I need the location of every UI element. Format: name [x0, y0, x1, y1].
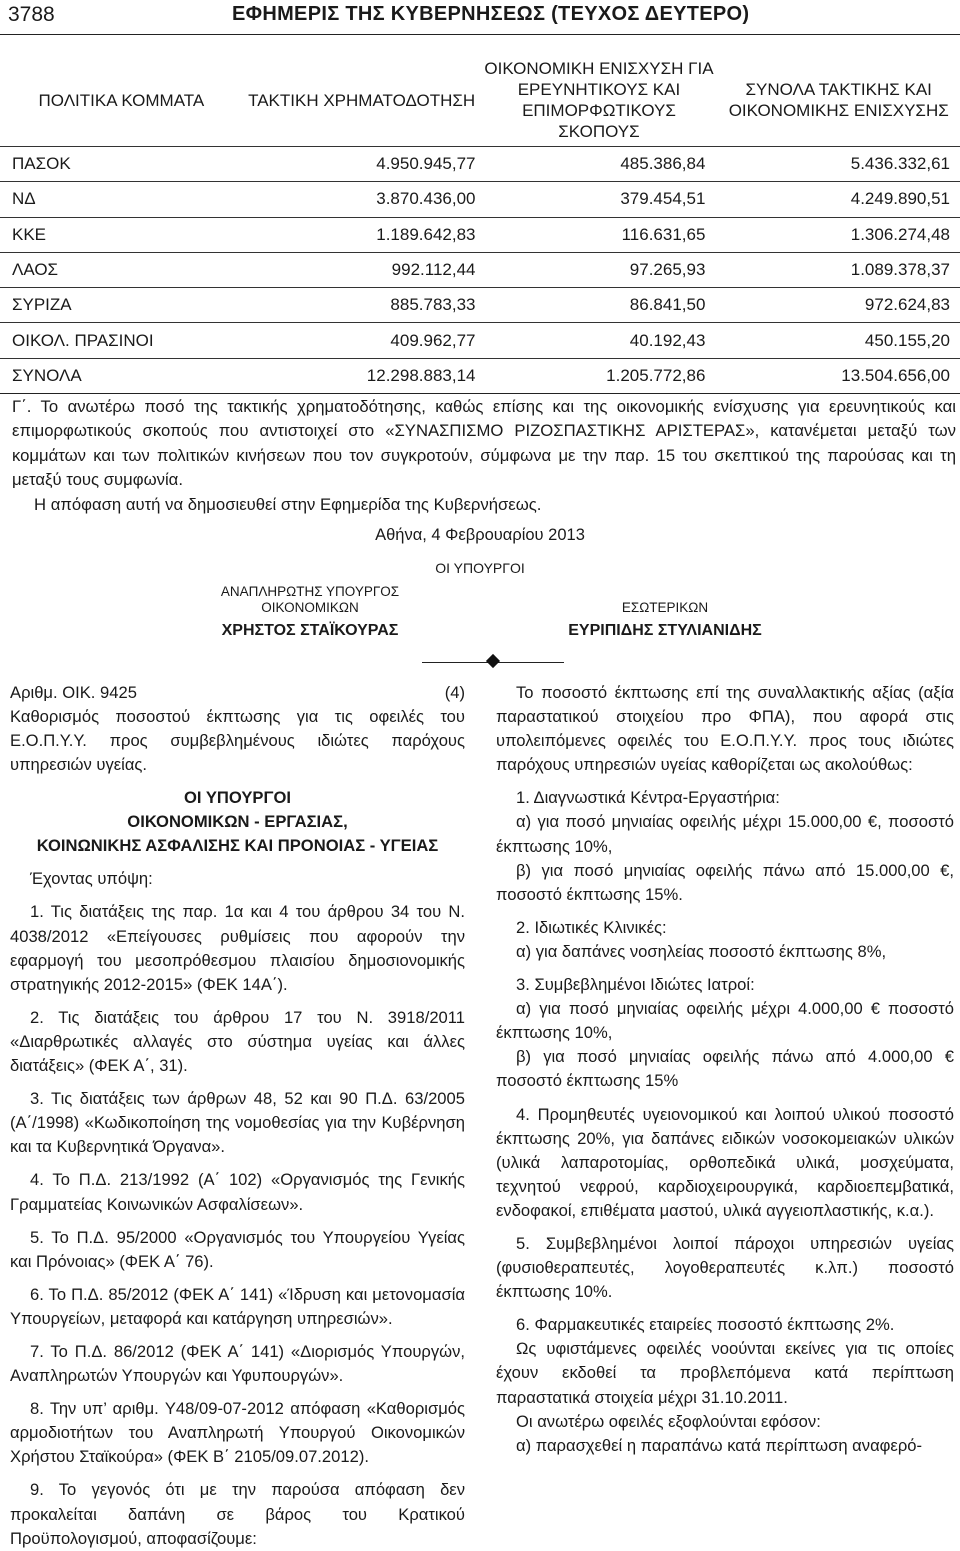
- amount-cell: 4.249.890,51: [717, 182, 960, 217]
- left-minister-title-2: ΟΙΚΟΝΟΜΙΚΩΝ: [261, 600, 359, 615]
- table-row: [0, 217, 960, 252]
- diamond-ornament-icon: [486, 654, 500, 668]
- table-header-row: [0, 54, 960, 147]
- discount-item: 1. Διαγνωστικά Κέντρα-Εργαστήρια:: [516, 788, 780, 808]
- amount-cell: 4.950.945,77: [243, 147, 481, 182]
- place-date: Αθήνα, 4 Φεβρουαρίου 2013: [375, 526, 585, 544]
- decision-sequence: (4): [444, 683, 465, 702]
- right-minister-name: ΕΥΡΙΠΙΔΗΣ ΣΤΥΛΙΑΝΙΔΗΣ: [568, 622, 762, 639]
- party-cell: ΣΥΝΟΛΑ: [0, 358, 243, 393]
- amount-cell: 1.205.772,86: [481, 358, 718, 393]
- amount-cell: 450.155,20: [717, 323, 960, 358]
- table-row: [0, 323, 960, 358]
- decision-ministers: [10, 786, 465, 858]
- header-regular-funding: ΤΑΚΤΙΚΗ ΧΡΗΜΑΤΟΔΟΤΗΣΗ: [248, 90, 476, 110]
- party-cell: ΣΥΡΙΖΑ: [0, 288, 243, 323]
- right-column: [496, 681, 954, 1458]
- amount-cell: 97.265,93: [481, 252, 718, 287]
- discount-item: 6. Φαρμακευτικές εταιρείες ποσοστό έκπτωσης 2%.: [516, 1315, 895, 1335]
- amount-cell: 5.436.332,61: [717, 147, 960, 182]
- table-row: [0, 288, 960, 323]
- header-totals: ΣΥΝΟΛΑ ΤΑΚΤΙΚΗΣ ΚΑΙ ΟΙΚΟΝΟΜΙΚΗΣ ΕΝΙΣΧΥΣΗΣ: [728, 80, 949, 120]
- journal-title: ΕΦΗΜΕΡΙΣ ΤΗΣ ΚΥΒΕΡΝΗΣΕΩΣ (ΤΕΥΧΟΣ ΔΕΥΤΕΡΟ): [232, 3, 750, 25]
- party-cell: ΚΚΕ: [0, 217, 243, 252]
- party-cell: ΠΑΣΟΚ: [0, 147, 243, 182]
- considering-item: 7. Το Π.Δ. 86/2012 (ΦΕΚ Α΄ 141) «Διορισμός Υπουργών, Αναπληρωτών Υπουργών και Υφυπουργών».: [10, 1341, 465, 1386]
- ministers-line-3: ΚΟΙΝΩΝΙΚΗΣ ΑΣΦΑΛΙΣΗΣ ΚΑΙ ΠΡΟΝΟΙΑΣ - ΥΓΕΙΑΣ: [36, 836, 439, 856]
- considering-item: 2. Τις διατάξεις του άρθρου 17 του Ν. 3918/2011 «Διαρθρωτικές αλλαγές στο σύστημα υγείας και άλλες διατάξεις» (ΦΕΚ Α΄, 31).: [10, 1007, 465, 1076]
- decision-title: Καθορισμός ποσοστού έκπτωσης για τις οφειλές του Ε.Ο.Π.Υ.Υ. προς συμβεβλημένους ιδιώτες παρόχους υπηρεσιών υγείας.: [10, 707, 465, 775]
- header-parties: ΠΟΛΙΤΙΚΑ ΚΟΜΜΑΤΑ: [38, 90, 205, 110]
- allocation-table: [0, 54, 960, 394]
- discount-item: β) για ποσό μηνιαίας οφειλής πάνω από 15.000,00 €, ποσοστό έκπτωσης 15%.: [496, 860, 954, 904]
- amount-cell: 409.962,77: [243, 323, 481, 358]
- amount-cell: 86.841,50: [481, 288, 718, 323]
- settlement-conditions: Οι ανωτέρω οφειλές εξοφλούνται εφόσον:: [516, 1411, 821, 1431]
- party-cell: ΝΔ: [0, 182, 243, 217]
- discount-item: 3. Συμβεβλημένοι Ιδιώτες Ιατροί:: [516, 975, 755, 995]
- settlement-condition-a: α) παρασχεθεί η παραπάνω κατά περίπτωση αναφερό-: [516, 1435, 923, 1455]
- paragraph-g: Γ΄. Το ανωτέρω ποσό της τακτικής χρηματοδότησης, καθώς επίσης και της οικονομικής ενίσχυσης για ερευνητικούς και επιμορφωτικούς σκοπούς που αντιστοιχεί στο «ΣΥΝΑΣΠΙΣΜΟ ΡΙΖΟΣΠΑΣΤΙΚΗΣ ΑΡΙΣΤΕΡΑΣ», κατανέμεται μεταξύ των κομμάτων και των πολιτικών κινήσεων που τον συγκροτούν, σύμφωνα με την παρ. 15 του σκεπτικού της παρούσας και τη μεταξύ τους συμφωνία.: [12, 397, 956, 490]
- header-rule: [0, 34, 960, 35]
- considering-item: 9. Το γεγονός ότι με την παρούσα απόφαση δεν προκαλείται δαπάνη σε βάρος του Κρατικού Προϋπολογισμού, αποφασίζουμε:: [10, 1480, 465, 1548]
- page-number: 3788: [8, 3, 55, 26]
- amount-cell: 116.631,65: [481, 217, 718, 252]
- publication-order: Η απόφαση αυτή να δημοσιευθεί στην Εφημερίδα της Κυβερνήσεως.: [34, 494, 542, 514]
- amount-cell: 13.504.656,00: [717, 358, 960, 393]
- ministers-label: ΟΙ ΥΠΟΥΡΓΟΙ: [435, 560, 525, 576]
- header-research-funding: ΟΙΚΟΝΟΜΙΚΗ ΕΝΙΣΧΥΣΗ ΓΙΑ ΕΡΕΥΝΗΤΙΚΟΥΣ ΚΑΙ ΕΠΙΜΟΡΦΩΤΙΚΟΥΣ ΣΚΟΠΟΥΣ: [484, 59, 714, 141]
- decision-number-line: [10, 681, 465, 705]
- discount-item: α) για ποσό μηνιαίας οφειλής μέχρι 4.000,00 € ποσοστό έκπτωσης 10%,: [496, 999, 954, 1043]
- discount-item: α) για δαπάνες νοσηλείας ποσοστό έκπτωσης 8%,: [516, 941, 887, 961]
- table-row: [0, 252, 960, 287]
- existing-debts-definition: Ως υφιστάμενες οφειλές νοούνται εκείνες για τις οποίες έχουν εκδοθεί τα προβλεπόμενα κατά περίπτωση παραστατικά στοιχεία μέχρι 31.10.2011.: [496, 1339, 954, 1407]
- ministers-line-1: ΟΙ ΥΠΟΥΡΓΟΙ: [184, 788, 291, 808]
- considering-item: 8. Την υπ’ αριθμ. Υ48/09-07-2012 απόφαση «Καθορισμός αρμοδιοτήτων του Αναπληρωτή Υπουργού Οικονομικών Χρήστου Σταϊκούρα» (ΦΕΚ Β΄ 2105/09.07.2012).: [10, 1399, 465, 1467]
- amount-cell: 3.870.436,00: [243, 182, 481, 217]
- table-row: [0, 147, 960, 182]
- left-column: [10, 681, 465, 1551]
- discount-intro: Το ποσοστό έκπτωσης επί της συναλλακτικής αξίας (αξία παραστατικού στοιχείου προ ΦΠΑ), που αφορά στις υπολειπόμενες οφειλές του Ε.Ο.Π.Υ.Υ. προς τους ιδιώτες παρόχους υπηρεσιών υγείας καθορίζεται ως ακολούθως:: [496, 683, 954, 775]
- discount-item: 5. Συμβεβλημένοι λοιποί πάροχοι υπηρεσιών υγείας (φυσιοθεραπευτές, λογοθεραπευτές κ.λπ.) ποσοστό έκπτωσης 10%.: [496, 1233, 954, 1302]
- discount-item: 4. Προμηθευτές υγειονομικού και λοιπού υλικού ποσοστό έκπτωσης 20%, για δαπάνες ειδικών νοσοκομειακών υλικών (υλικά λαπαροτομίας, ορθοπεδικά υλικά, μοσχεύματα, τεχνητού νεφρού, καρδιοχειρουργικά, καρδιοεπεμβατικά, ενδοφακοί, επιθέματα μαστού, υλικά αγγειοπλαστικής, κ.α.).: [496, 1104, 954, 1220]
- considering-item: 1. Τις διατάξεις της παρ. 1α και 4 του άρθρου 34 του Ν. 4038/2012 «Επείγουσες ρυθμίσεις που αφορούν την εφαρμογή του μεσοπρόθεσμου πλαισίου δημοσιονομικής στρατηγικής 2012-2015» (ΦΕΚ 14Α΄).: [10, 902, 465, 994]
- amount-cell: 379.454,51: [481, 182, 718, 217]
- amount-cell: 972.624,83: [717, 288, 960, 323]
- discount-item: 2. Ιδιωτικές Κλινικές:: [516, 917, 667, 937]
- party-cell: ΟΙΚΟΛ. ΠΡΑΣΙΝΟΙ: [0, 323, 243, 358]
- table-total-row: [0, 358, 960, 393]
- discount-item: α) για ποσό μηνιαίας οφειλής μέχρι 15.000,00 €, ποσοστό έκπτωσης 10%,: [496, 812, 954, 856]
- amount-cell: 885.783,33: [243, 288, 481, 323]
- amount-cell: 1.189.642,83: [243, 217, 481, 252]
- considering-item: 5. Το Π.Δ. 95/2000 «Οργανισμός του Υπουργείου Υγείας και Πρόνοιας» (ΦΕΚ Α΄ 76).: [10, 1227, 465, 1271]
- right-minister-title: ΕΣΩΤΕΡΙΚΩΝ: [621, 600, 709, 615]
- amount-cell: 1.306.274,48: [717, 217, 960, 252]
- amount-cell: 992.112,44: [243, 252, 481, 287]
- page-header: [0, 0, 960, 34]
- left-minister-title-1: ΑΝΑΠΛΗΡΩΤΗΣ ΥΠΟΥΡΓΟΣ: [220, 584, 400, 599]
- amount-cell: 1.089.378,37: [717, 252, 960, 287]
- amount-cell: 12.298.883,14: [243, 358, 481, 393]
- considering-item: 4. Το Π.Δ. 213/1992 (Α΄ 102) «Οργανισμός της Γενικής Γραμματείας Κοινωνικών Ασφαλίσεων».: [10, 1170, 465, 1214]
- considering-item: 6. Το Π.Δ. 85/2012 (ΦΕΚ Α΄ 141) «Ίδρυση και μετονομασία Υπουργείων, μεταφορά και κατάργηση υπηρεσιών».: [10, 1284, 465, 1328]
- considering-item: 3. Τις διατάξεις των άρθρων 48, 52 και 90 Π.Δ. 63/2005 (Α΄/1998) «Κωδικοποίηση της νομοθεσίας για την Κυβέρνηση και τα Κυβερνητικά Όργανα».: [10, 1089, 465, 1157]
- decision-number: Αριθμ. ΟΙΚ. 9425: [10, 683, 137, 702]
- ministers-line-2: ΟΙΚΟΝΟΜΙΚΩΝ - ΕΡΓΑΣΙΑΣ,: [127, 812, 348, 832]
- table-row: [0, 182, 960, 217]
- party-cell: ΛΑΟΣ: [0, 252, 243, 287]
- amount-cell: 485.386,84: [481, 147, 718, 182]
- body-text: [12, 395, 956, 517]
- discount-item: β) για ποσό μηνιαίας οφειλής πάνω από 4.000,00 € ποσοστό έκπτωσης 15%: [496, 1047, 954, 1091]
- left-minister-name: ΧΡΗΣΤΟΣ ΣΤΑΪΚΟΥΡΑΣ: [221, 622, 399, 639]
- considering-label: Έχοντας υπόψη:: [30, 869, 153, 889]
- amount-cell: 40.192,43: [481, 323, 718, 358]
